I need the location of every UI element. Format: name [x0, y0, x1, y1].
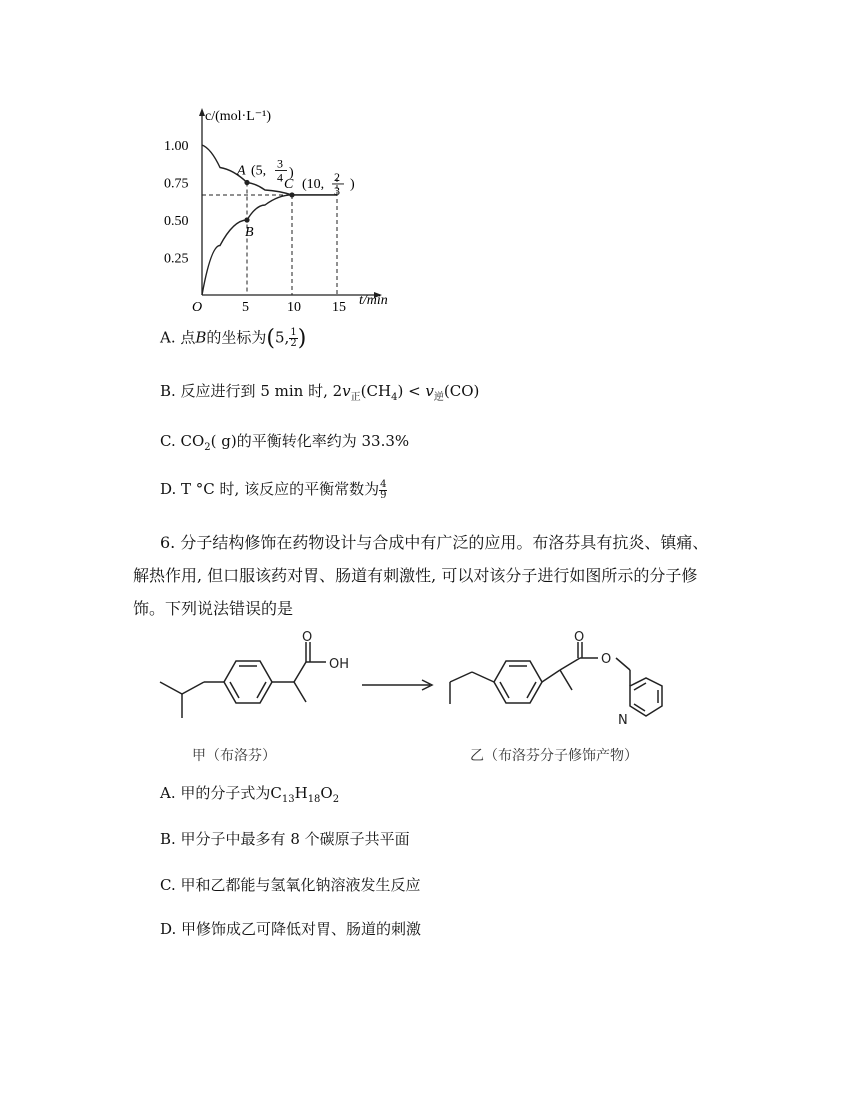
point-coord: (10,	[302, 176, 325, 192]
q6-stem-line-3: 饰。下列说法错误的是	[133, 599, 294, 618]
q6-stem-line-1: 6. 分子结构修饰在药物设计与合成中有广泛的应用。布洛芬具有抗炎、镇痛、	[160, 533, 709, 552]
carbonyl-o-label-2: O	[574, 630, 585, 645]
ester-o-label: O	[601, 652, 612, 667]
q6-option-a: A. 甲的分子式为$C_{13}H_{18}O_2$	[160, 784, 340, 805]
option-a-prefix: A. 点	[160, 328, 196, 347]
q5-option-b: B. 反应进行到 5 min 时, $2v_正(CH_4) < v_逆(CO)$	[160, 382, 480, 403]
q6-option-c: C. 甲和乙都能与氢氧化钠溶液发生反应	[160, 876, 421, 894]
carbonyl-o-label-1: O	[302, 630, 313, 645]
origin-label: O	[192, 300, 203, 315]
point-coord-num: 2	[334, 169, 340, 184]
jia-label: 甲（布洛芬）	[192, 748, 276, 764]
option-a-inner: 5,	[275, 328, 290, 347]
option-b-text: B. 反应进行到 5 min 时, 2	[160, 382, 343, 400]
point-coord-close: )	[289, 165, 294, 181]
oh-label: OH	[329, 657, 350, 672]
v-symbol: v	[342, 382, 351, 400]
q5-option-a: A. 点B的坐标为(5, $\frac{1}{2}$ )	[160, 326, 307, 351]
point-coord-den: 3	[334, 183, 340, 198]
option-a-mid: 的坐标为	[206, 328, 267, 347]
pyridine-n-label: N	[618, 713, 628, 728]
q6-option-b: B. 甲分子中最多有 8 个碳原子共平面	[160, 830, 410, 848]
point-coord: (5,	[251, 163, 267, 179]
x-tick-label: 5	[242, 300, 249, 315]
point-label: B	[245, 225, 254, 240]
point-coord-den: 4	[277, 170, 283, 185]
data-point	[244, 217, 249, 222]
option-d-text: D. T °C 时, 该反应的平衡常数为	[160, 480, 380, 498]
point-label: C	[284, 176, 294, 192]
v-symbol-2: v	[425, 382, 434, 400]
q6-stem	[133, 526, 850, 625]
q6-stem-line-2: 解热作用, 但口服该药对胃、肠道有刺激性, 可以对该分子进行如图所示的分子修	[133, 566, 698, 585]
reaction-scheme	[140, 630, 700, 770]
forward-subscript: 正	[350, 392, 361, 403]
q5-option-c: C. $CO_2$( g)的平衡转化率约为 33.3%	[160, 432, 410, 453]
x-tick-label: 10	[287, 300, 301, 315]
fraction-half: $\frac{1}{2}$	[290, 327, 297, 349]
fraction-four-ninths: $\frac{4}{9}$	[380, 478, 387, 501]
concentration-time-chart	[150, 100, 430, 315]
y-tick-label: 0.25	[164, 251, 189, 267]
point-b-var: B	[195, 328, 207, 347]
point-coord-close: )	[350, 176, 355, 192]
data-point	[244, 180, 249, 185]
series-curve	[202, 195, 337, 295]
y-tick-label: 0.50	[164, 214, 189, 229]
x-axis-label: t/min	[359, 293, 388, 308]
yi-label: 乙（布洛芬分子修饰产物）	[470, 748, 638, 764]
y-tick-label: 1.00	[164, 139, 189, 154]
point-label: A	[237, 163, 246, 179]
data-point	[289, 192, 294, 197]
q5-option-d	[160, 478, 387, 501]
y-axis-label: c/(mol·L⁻¹)	[205, 109, 272, 124]
reverse-subscript: 逆	[433, 392, 444, 403]
q6-option-d: D. 甲修饰成乙可降低对胃、肠道的刺激	[160, 920, 422, 938]
y-tick-label: 0.75	[164, 176, 189, 192]
x-tick-label: 15	[332, 300, 346, 315]
point-coord-num: 3	[277, 156, 283, 171]
